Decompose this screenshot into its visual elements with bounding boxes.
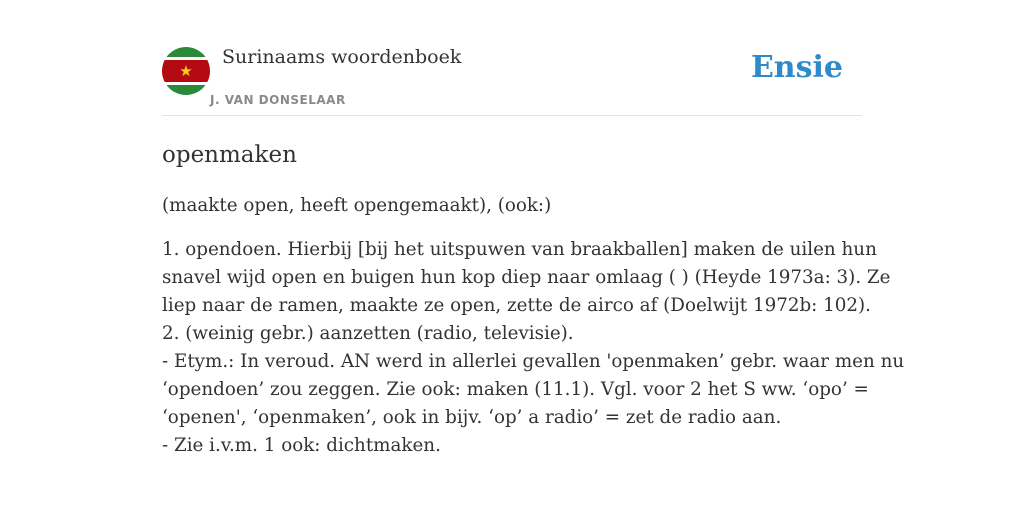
- definition-line: snavel wijd open en buigen hun kop diep naar omlaag ( ) (Heyde 1973a: 3). Ze: [162, 267, 891, 288]
- definition-line: - Zie i.v.m. 1 ook: dichtmaken.: [162, 435, 441, 456]
- definition-line: ‘openen', ‘openmaken’, ook in bijv. ‘op’ a radio’ = zet de radio aan.: [162, 407, 782, 428]
- definition-line: 2. (weinig gebr.) aanzetten (radio, televisie).: [162, 323, 574, 344]
- dictionary-author: J. VAN DONSELAAR: [210, 93, 346, 107]
- suriname-flag-icon: [162, 47, 210, 95]
- definition-line: 1. opendoen. Hierbij [bij het uitspuwen van braakballen] maken de uilen hun: [162, 239, 877, 260]
- dictionary-header: [162, 40, 862, 116]
- ensie-logo-link[interactable]: Ensie: [750, 50, 843, 85]
- definition-line: liep naar de ramen, maakte ze open, zette de airco af (Doelwijt 1972b: 102).: [162, 295, 871, 316]
- entry-headword: openmaken: [162, 142, 297, 168]
- entry-card: [162, 40, 905, 460]
- dictionary-title[interactable]: Surinaams woordenboek: [222, 46, 462, 68]
- entry-grammar: (maakte open, heeft opengemaakt), (ook:): [162, 195, 552, 216]
- entry-definition: [162, 236, 905, 460]
- star-icon: ★: [179, 62, 193, 80]
- definition-line: - Etym.: In veroud. AN werd in allerlei gevallen 'openmaken’ gebr. waar men nu: [162, 351, 905, 372]
- definition-line: ‘opendoen’ zou zeggen. Zie ook: maken (11.1). Vgl. voor 2 het S ww. ‘opo’ =: [162, 379, 869, 400]
